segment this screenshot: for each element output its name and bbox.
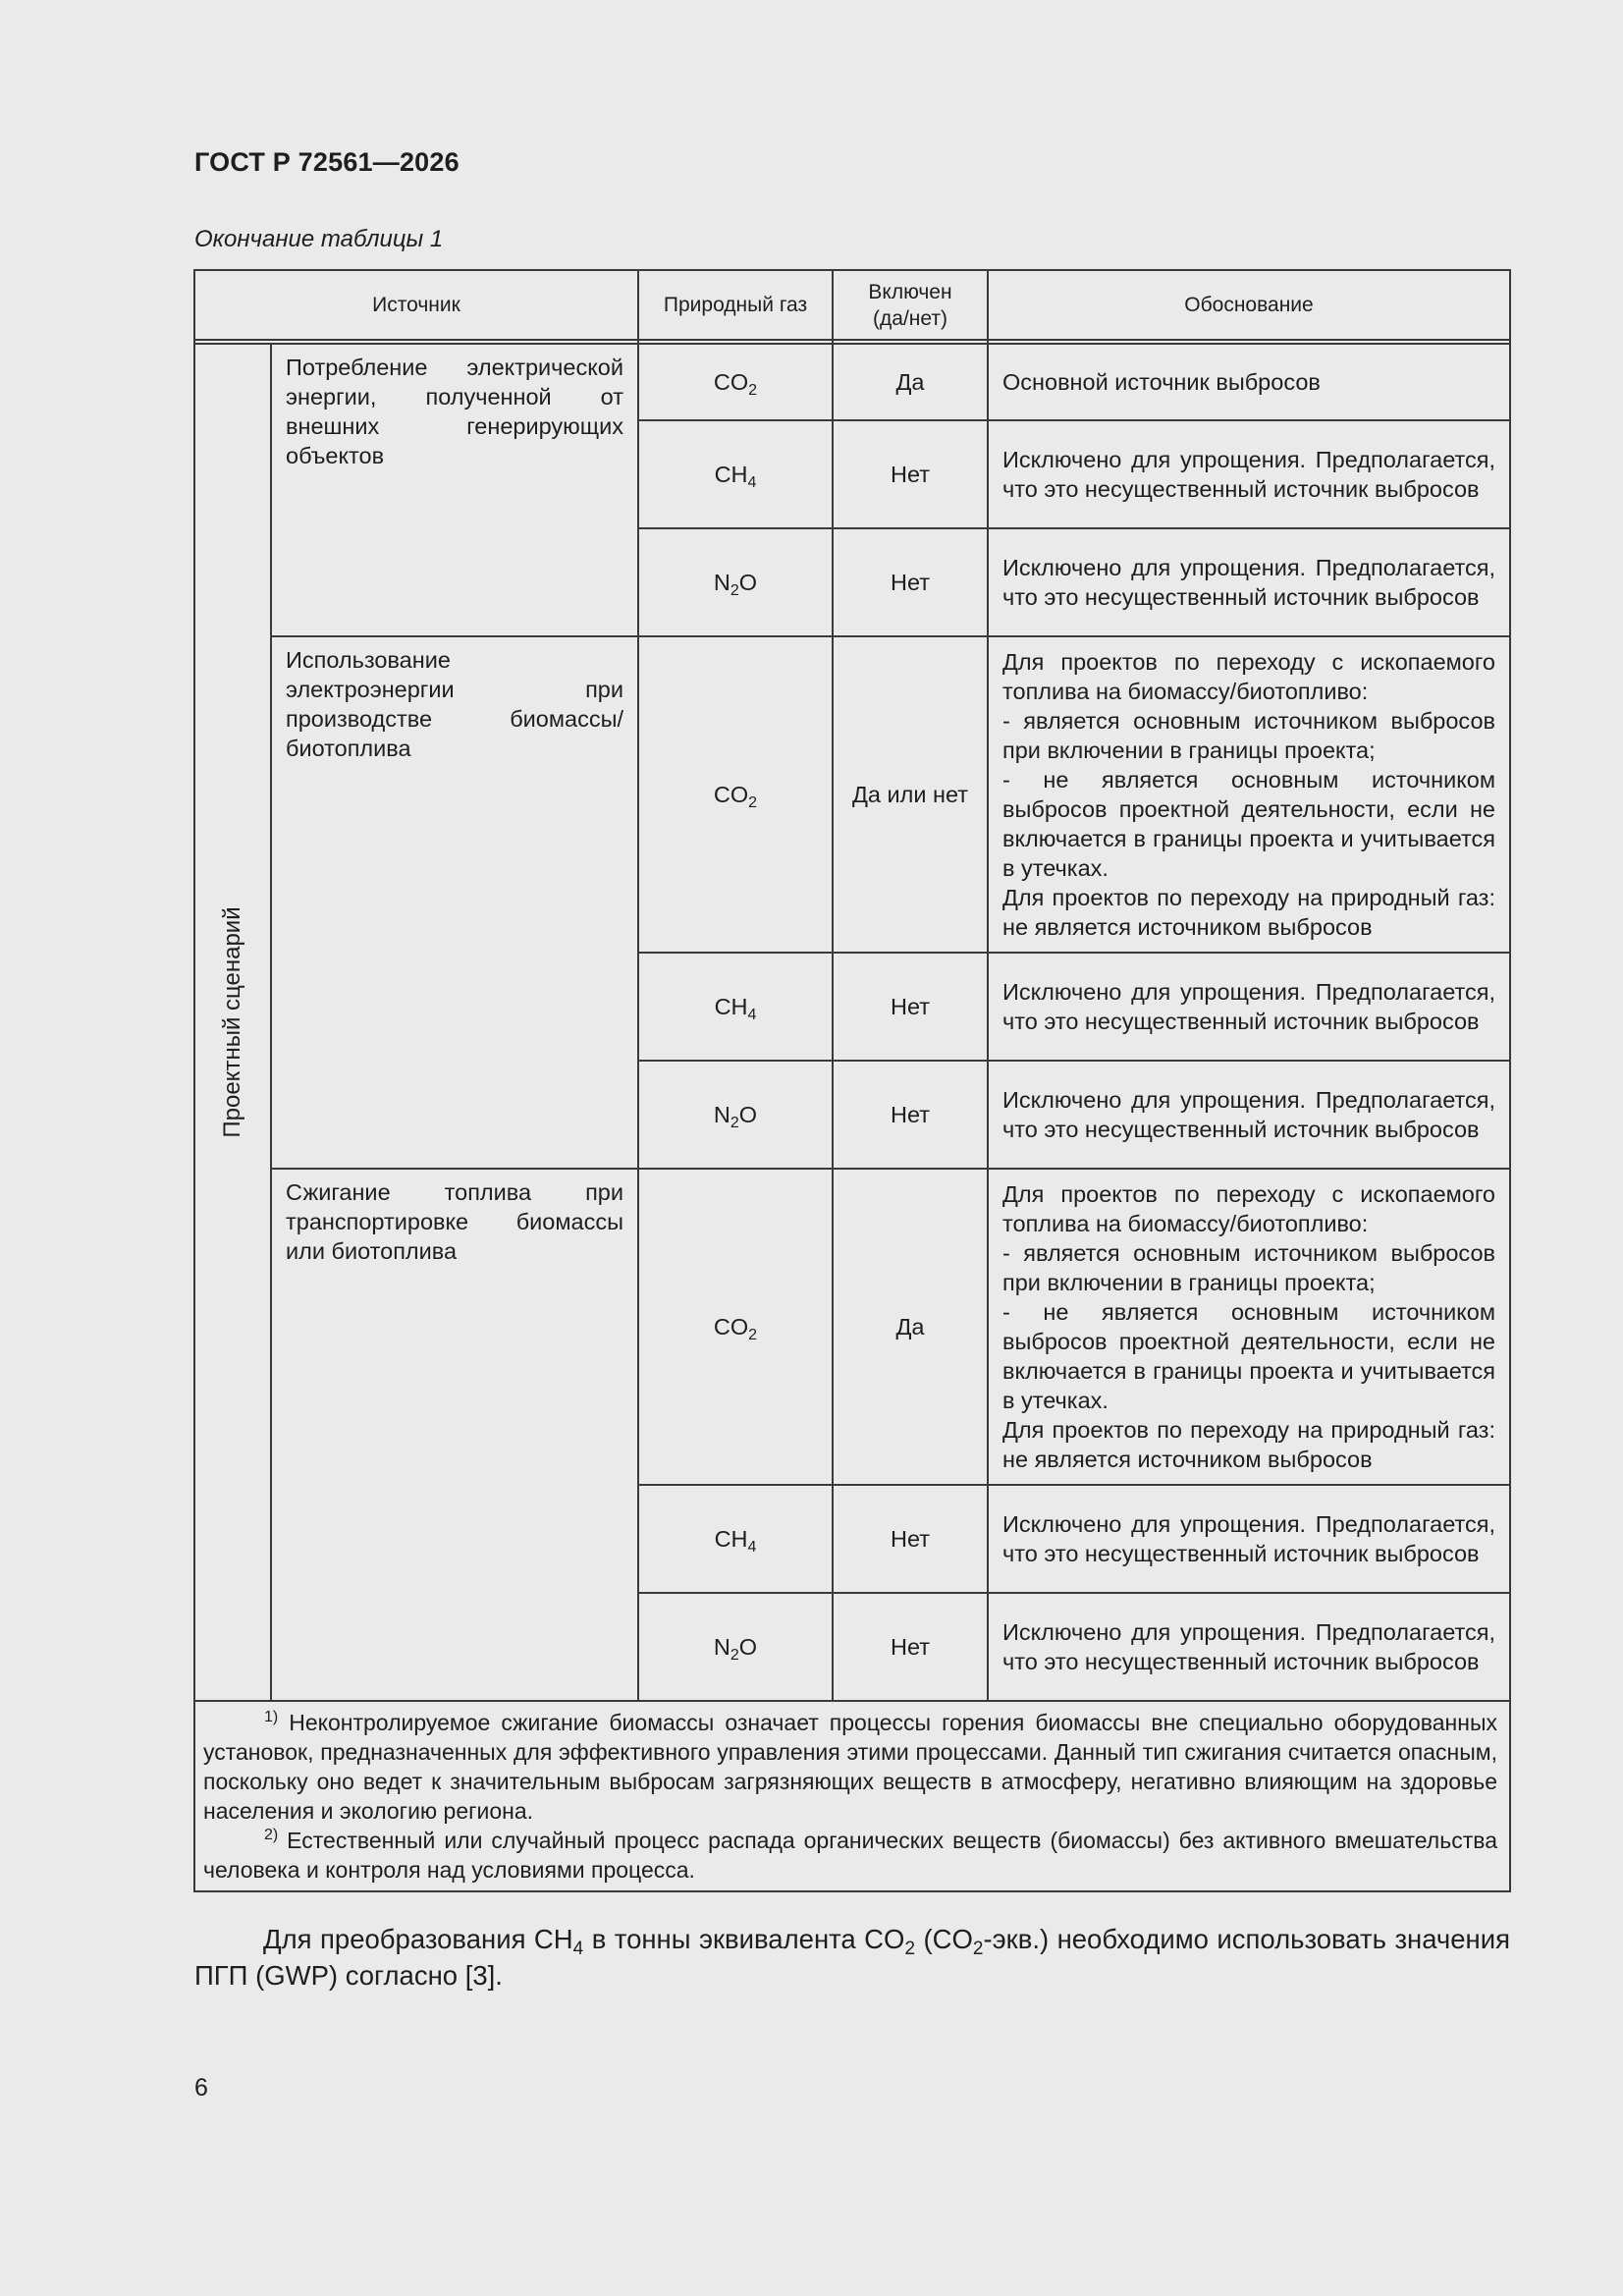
included-cell: Нет [833, 953, 988, 1061]
document-header: ГОСТ Р 72561—2026 [194, 147, 460, 177]
included-cell: Нет [833, 1061, 988, 1169]
table-row [194, 636, 1510, 953]
justification-cell: Исключено для упрощения. Предполагается, что это несущественный источник выбросов [988, 420, 1510, 528]
source-cell: Потребление электрической энергии, полученной от внешних генерирующих объектов [271, 344, 638, 636]
footnote [195, 1826, 1509, 1885]
gas-cell: $N_2O$ [638, 1061, 833, 1169]
body-paragraph: Для преобразования $CH_4$ в тонны эквивалента $CO_2$ $(CO_2-экв.)$ необходимо использовать значения ПГП (GWP) согласно [3]. [194, 1924, 1510, 1991]
footnote-text: Естественный или случайный процесс распада органических веществ (биомассы) без активного вмешательства человека и контроля над условиями процесса. [203, 1828, 1497, 1883]
page-number: 6 [194, 2074, 208, 2102]
included-cell: Да или нет [833, 636, 988, 953]
emissions-table-wrap [193, 269, 1509, 1892]
included-cell: Нет [833, 1485, 988, 1593]
gas-cell: $CH_4$ [638, 1485, 833, 1593]
gas-cell: $CH_4$ [638, 953, 833, 1061]
notes-cell [194, 1701, 1510, 1891]
table-row [194, 344, 1510, 420]
included-cell: Нет [833, 1593, 988, 1701]
footnote [195, 1708, 1509, 1826]
table-body [194, 344, 1510, 1891]
justification-cell: Исключено для упрощения. Предполагается, что это несущественный источник выбросов [988, 528, 1510, 636]
justification-cell: Основной источник выбросов [988, 344, 1510, 420]
gas-cell: $CO_2$ [638, 344, 833, 420]
footnote-mark: 2) [264, 1827, 279, 1843]
justification-cell: Для проектов по переходу с ископаемого топлива на биомассу/биотопливо: - является основным источником выбросов при включении в границы проекта; - не является основным источником выбросов проектной деятельности, если не включается в границы проекта и учитывается в утечках. Для проектов по переходу на природный газ: не является источником выбросов [988, 636, 1510, 953]
justification-cell: Исключено для упрощения. Предполагается, что это несущественный источник выбросов [988, 1061, 1510, 1169]
table-row [194, 1169, 1510, 1485]
gas-cell: $N_2O$ [638, 528, 833, 636]
gas-cell: $CO_2$ [638, 1169, 833, 1485]
included-cell: Да [833, 344, 988, 420]
col-header-source: Источник [194, 270, 638, 340]
gas-cell: $CO_2$ [638, 636, 833, 953]
scenario-label: Проектный сценарий [219, 906, 245, 1138]
justification-cell: Исключено для упрощения. Предполагается, что это несущественный источник выбросов [988, 1593, 1510, 1701]
notes-row [194, 1701, 1510, 1891]
emissions-table [193, 269, 1511, 1892]
justification-cell: Исключено для упрощения. Предполагается, что это несущественный источник выбросов [988, 1485, 1510, 1593]
col-header-gas: Природный газ [638, 270, 833, 340]
source-cell: Использование электроэнергии при производстве биомассы/ биотоплива [271, 636, 638, 1169]
justification-cell: Исключено для упрощения. Предполагается, что это несущественный источник выбросов [988, 953, 1510, 1061]
col-header-included: Включен (да/нет) [833, 270, 988, 340]
scenario-cell [194, 344, 271, 1701]
gas-cell: $CH_4$ [638, 420, 833, 528]
included-cell: Нет [833, 420, 988, 528]
justification-cell: Для проектов по переходу с ископаемого топлива на биомассу/биотопливо: - является основным источником выбросов при включении в границы проекта; - не является основным источником выбросов проектной деятельности, если не включается в границы проекта и учитывается в утечках. Для проектов по переходу на природный газ: не является источником выбросов [988, 1169, 1510, 1485]
table-caption: Окончание таблицы 1 [194, 226, 444, 252]
source-cell: Сжигание топлива при транспортировке биомассы или биотоплива [271, 1169, 638, 1701]
footnote-mark: 1) [264, 1709, 279, 1725]
gas-cell: $N_2O$ [638, 1593, 833, 1701]
footnote-text: Неконтролируемое сжигание биомассы означает процессы горения биомассы вне специально оборудованных установок, предназначенных для эффективного управления этими процессами. Данный тип сжигания считается опасным, поскольку оно ведет к значительным выбросам загрязняющих веществ в атмосферу, негативно влияющим на здоровье населения и экологию региона. [203, 1710, 1497, 1824]
included-cell: Нет [833, 528, 988, 636]
col-header-justification: Обоснование [988, 270, 1510, 340]
included-cell: Да [833, 1169, 988, 1485]
